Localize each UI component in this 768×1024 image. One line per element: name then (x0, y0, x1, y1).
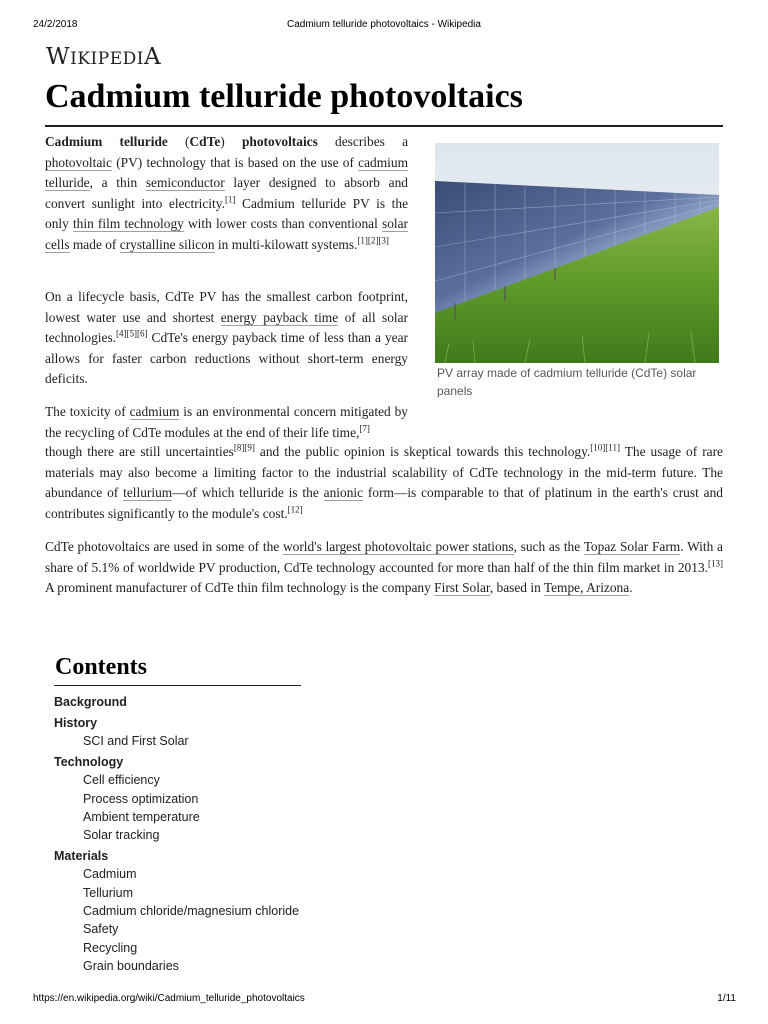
toc-section-technology[interactable]: Technology (54, 755, 124, 770)
intro-paragraph-1: Cadmium telluride (CdTe) photovoltaics describes a photovoltaic (PV) technology that is based on the use of cadmium telluride, a thin semiconductor layer designed to absorb and convert sunlight into electricity.[1] Cadmium telluride PV is the only thin film technology with lower costs than conventional solar cells made of crystalline silicon in multi-kilowatt systems.[1][2][3] (45, 134, 409, 252)
page-title: Cadmium telluride photovoltaics (45, 78, 523, 115)
link-cadmium-telluride[interactable]: cadmium telluride (45, 154, 408, 190)
print-title: Cadmium telluride photovoltaics - Wikipedia (287, 19, 481, 30)
intro-paragraph-4: CdTe photovoltaics are used in some of the world's largest photovoltaic power stations, such as the Topaz Solar Farm. With a share of 5.1% of worldwide PV production, CdTe technology accounted for more than half of the thin film market in 2013.[13] A prominent manufacturer of CdTe thin film technology is the company First Solar, based in Tempe, Arizona. (45, 539, 723, 595)
print-header (0, 0, 768, 40)
table-of-contents (54, 690, 454, 975)
toc-subsection-item[interactable]: Cadmium (83, 867, 137, 882)
citation-link[interactable]: [7] (359, 423, 370, 434)
link-crystalline-silicon[interactable]: crystalline silicon (119, 236, 215, 252)
title-divider (45, 125, 723, 127)
citation-link[interactable]: [1] (224, 194, 236, 205)
print-date: 24/2/2018 (33, 19, 78, 30)
link-tellurium[interactable]: tellurium (123, 485, 173, 500)
link-first-solar[interactable]: First Solar (434, 580, 490, 595)
link-tempe-arizona[interactable]: Tempe, Arizona (543, 580, 630, 595)
toc-section-history[interactable]: History (54, 716, 98, 730)
toc-subsection-item[interactable]: Solar tracking (83, 828, 160, 843)
toc-subsection-item[interactable]: Grain boundaries (83, 958, 179, 973)
link-energy-payback-time[interactable]: energy payback time (220, 309, 339, 325)
intro-paragraph-2: On a lifecycle basis, CdTe PV has the smallest carbon footprint, lowest water use and shortest energy payback time of all solar technologies.[4][5][6] CdTe's energy payback time of less than a year allows for faster carbon reductions without short-term energy deficits. (45, 289, 409, 386)
intro-paragraph-3-continued: though there are still uncertainties[8][9] and the public opinion is skeptical towards this technology.[10][11] The usage of rare materials may also become a limiting factor to the industrial scalability of CdTe technology in the mid-term future. The abundance of tellurium—of which telluride is the anionic form—is comparable to that of platinum in the earth's crust and contributes significantly to the module's cost.[12] (45, 442, 724, 521)
toc-subsection-item[interactable]: Cell efficiency (83, 773, 160, 788)
toc-subsection-item[interactable]: Process optimization (83, 791, 199, 806)
citation-link[interactable]: [8][9] (233, 442, 255, 453)
toc-subsection-item[interactable]: SCI and First Solar (83, 734, 189, 748)
toc-subsection-item[interactable]: Recycling (83, 940, 138, 955)
link-topaz-solar-farm[interactable]: Topaz Solar Farm (583, 539, 681, 554)
wikipedia-wordmark[interactable]: WIKIPEDIA (46, 44, 162, 70)
toc-heading: Contents (55, 654, 148, 680)
toc-subsection-item[interactable]: Safety (83, 922, 119, 937)
link-photovoltaic[interactable]: photovoltaic (45, 154, 112, 170)
citation-link[interactable]: [13] (708, 558, 723, 569)
link-largest-pv-power-stations[interactable]: world's largest photovoltaic power stations (282, 539, 514, 554)
intro-paragraph-3: The toxicity of cadmium is an environmental concern mitigated by the recycling of CdTe modules at the end of their life time,[7] (45, 404, 408, 440)
print-footer (0, 988, 768, 1024)
link-solar-cells[interactable]: solar cells (45, 216, 409, 252)
toc-subsection-item[interactable]: Cadmium chloride/magnesium chloride (83, 904, 300, 919)
citation-link[interactable]: [4][5][6] (116, 328, 148, 339)
citation-link[interactable]: [12] (287, 504, 303, 515)
page-number: 1/11 (717, 993, 736, 1004)
link-cadmium[interactable]: cadmium (129, 404, 180, 419)
toc-subsection-item[interactable]: Tellurium (83, 885, 134, 900)
toc-section-background[interactable]: Background (54, 695, 127, 709)
link-anionic[interactable]: anionic (323, 485, 364, 500)
citation-link[interactable]: [1][2][3] (357, 235, 389, 246)
image-caption: PV array made of cadmium telluride (CdTe) solar panels (437, 366, 697, 398)
link-thin-film-technology[interactable]: thin film technology (72, 216, 184, 231)
solar-panel-array-image[interactable] (435, 143, 719, 363)
toc-section-materials[interactable]: Materials (54, 849, 109, 864)
citation-link[interactable]: [10][11] (590, 442, 620, 453)
toc-subsection-item[interactable]: Ambient temperature (83, 809, 200, 824)
print-url: https://en.wikipedia.org/wiki/Cadmium_telluride_photovoltaics (33, 993, 305, 1004)
link-semiconductor[interactable]: semiconductor (145, 175, 225, 190)
toc-divider (54, 685, 301, 686)
